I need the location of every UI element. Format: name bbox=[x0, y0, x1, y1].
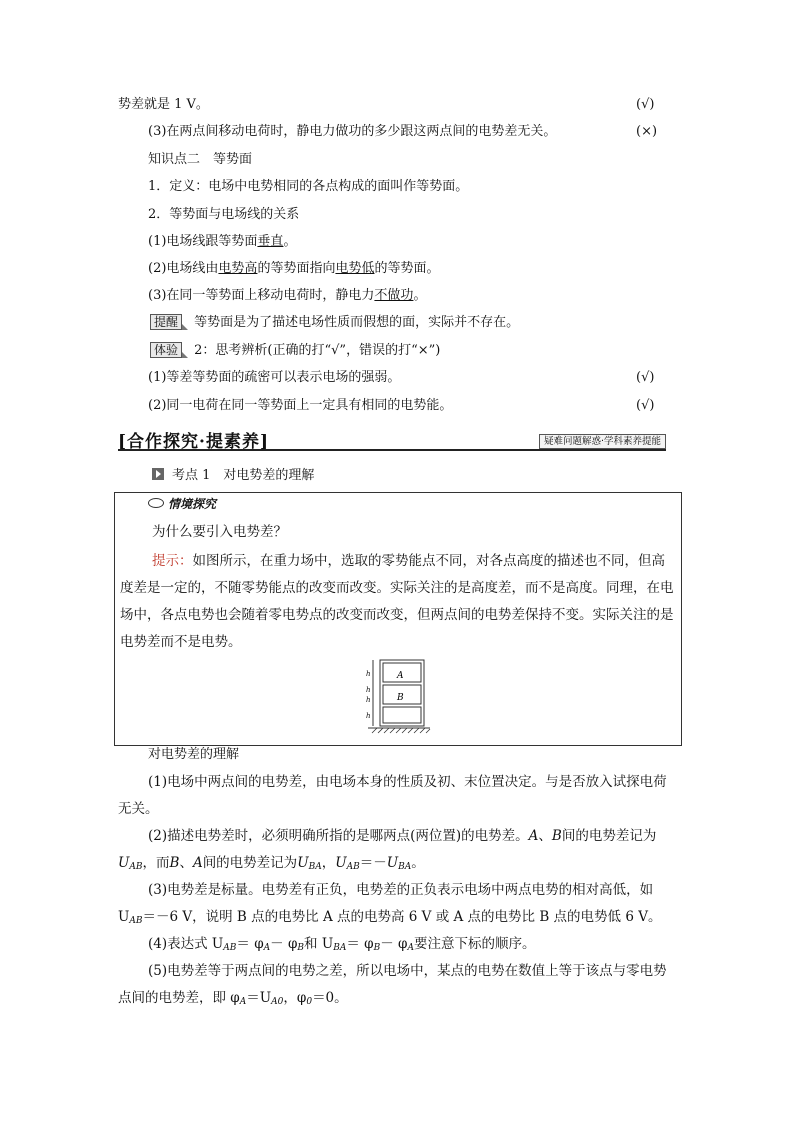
subscript: A0 bbox=[271, 997, 284, 1007]
reminder-line bbox=[150, 314, 519, 332]
subscript: A bbox=[263, 943, 271, 953]
text-span: ，φ bbox=[283, 990, 307, 1006]
text-line: (3)在两点间移动电荷时，静电力做功的多少跟这两点间的电势差无关。 bbox=[148, 124, 557, 139]
text-span: ＝0。 bbox=[312, 990, 348, 1006]
section-subtitle: 疑难问题解惑·学科素养提能 bbox=[539, 434, 666, 449]
text-span: U bbox=[118, 855, 130, 871]
text-span: ＝U bbox=[246, 990, 272, 1006]
subscript: AB bbox=[129, 862, 143, 872]
text-line: 势差就是 1 V。 bbox=[118, 97, 209, 112]
label-h: h bbox=[366, 670, 371, 678]
label-b: B bbox=[397, 693, 404, 703]
text-span: (3)电势差是标量。电势差有正负，电势差的正负表示电场中两点电势的相对高低，如 U bbox=[118, 882, 654, 925]
text-span: 等势面是为了描述电场性质而假想的面，实际并不存在。 bbox=[194, 315, 520, 330]
section-title: [合作探究·提素养] bbox=[118, 432, 270, 452]
reminder-tag: 提醒 bbox=[150, 314, 182, 330]
text-span: 情境探究 bbox=[168, 497, 217, 511]
subheading: 对电势差的理解 bbox=[148, 747, 240, 762]
text-span: 。 bbox=[283, 234, 297, 249]
text-span: (1)电场线跟等势面 bbox=[148, 234, 258, 249]
text-span: (2)电场线由 bbox=[148, 261, 219, 276]
subscript: AB bbox=[129, 916, 143, 926]
paragraph bbox=[118, 877, 674, 935]
text-span: － φ bbox=[380, 936, 408, 952]
section-divider bbox=[118, 449, 666, 451]
subscript: BA bbox=[398, 862, 412, 872]
text-span: 考点 1 对电势差的理解 bbox=[172, 468, 315, 483]
subscript: AB bbox=[346, 862, 360, 872]
paragraph: (1)电场中两点间的电势差，由电场本身的性质及初、末位置决定。与是否放入试探电荷无关。 bbox=[118, 774, 667, 817]
text-span: 的等势面指向 bbox=[257, 261, 336, 276]
text-span: ， bbox=[321, 855, 336, 871]
text-span: 、 bbox=[179, 855, 193, 871]
hint-text: 如图所示，在重力场中，选取的零势能点不同，对各点高度的描述也不同，但高度差是一定的，不随零势能点的改变而改变。实际关注的是高度差，而不是高度。同理，在电场中，各点电势也会随着零电势点的改变而改变，但两点间的电势差保持不变。实际关注的是电势差而不是电势。 bbox=[120, 553, 674, 650]
play-icon bbox=[152, 468, 164, 480]
text-span: (4)表达式 U bbox=[148, 936, 224, 952]
text-line bbox=[148, 233, 296, 251]
label-h: h bbox=[366, 686, 371, 694]
kaodian-heading bbox=[152, 467, 314, 485]
underlined-answer: 不做功 bbox=[374, 288, 414, 303]
subscript: B bbox=[373, 943, 381, 953]
subscript: B bbox=[297, 943, 305, 953]
text-span: (3)在同一等势面上移动电荷时，静电力 bbox=[148, 288, 375, 303]
scenario-heading bbox=[148, 495, 216, 512]
text-line: (1)等差等势面的疏密可以表示电场的强弱。 bbox=[148, 370, 401, 385]
text-span: 要注意下标的顺序。 bbox=[413, 936, 536, 952]
subscript: 0 bbox=[306, 997, 313, 1007]
text-span: 和 U bbox=[304, 936, 334, 952]
hint-label: 提示： bbox=[152, 553, 193, 569]
subscript: BA bbox=[308, 862, 322, 872]
text-span: 的等势面。 bbox=[374, 261, 440, 276]
text-span: A bbox=[528, 828, 539, 844]
label-h: h bbox=[366, 696, 371, 704]
text-span: 。 bbox=[411, 855, 425, 871]
underlined-answer: 电势高 bbox=[218, 261, 258, 276]
text-line: (2)同一电荷在同一等势面上一定具有相同的电势能。 bbox=[148, 398, 453, 413]
text-line bbox=[148, 287, 426, 305]
text-line bbox=[148, 260, 439, 278]
text-span: ＝ φ bbox=[346, 936, 374, 952]
knowledge-point-heading: 知识点二 等势面 bbox=[148, 152, 253, 167]
label-h: h bbox=[366, 712, 371, 720]
subscript: A bbox=[239, 997, 247, 1007]
text-span: (2)描述电势差时，必须明确所指的是哪两点(两位置)的电势差。 bbox=[148, 828, 529, 844]
text-span: ＝ φ bbox=[236, 936, 264, 952]
text-span: B bbox=[551, 828, 562, 844]
scenario-question: 为什么要引入电势差？ bbox=[152, 524, 287, 540]
subscript: AB bbox=[223, 943, 237, 953]
experience-line bbox=[150, 342, 440, 360]
experience-tag: 体验 bbox=[150, 342, 182, 358]
text-span: ＝－ bbox=[359, 855, 387, 871]
eye-icon bbox=[148, 498, 164, 508]
answer-mark: (√) bbox=[636, 370, 655, 385]
text-span: 间的电势差记为 bbox=[202, 855, 298, 871]
text-line: 1．定义：电场中电势相同的各点构成的面叫作等势面。 bbox=[148, 179, 469, 194]
text-span: － φ bbox=[270, 936, 298, 952]
answer-mark: (√) bbox=[636, 97, 655, 112]
text-span: U bbox=[386, 855, 399, 871]
text-span: 。 bbox=[413, 288, 427, 303]
text-span: ＝－6 V，说明 B 点的电势比 A 点的电势高 6 V 或 A 点的电势比 B 点的电势低 6 V。 bbox=[142, 909, 662, 925]
underlined-answer: 电势低 bbox=[335, 261, 375, 276]
text-span: A bbox=[192, 855, 203, 871]
answer-mark: (×) bbox=[636, 124, 658, 139]
label-a: A bbox=[397, 671, 404, 681]
text-span: 间的电势差记为 bbox=[561, 828, 657, 844]
text-span: (5)电势差等于两点间的电势之差，所以电场中，某点的电势在数值上等于该点与零电势点间的电势差，即 φ bbox=[118, 963, 667, 1006]
paragraph bbox=[118, 958, 674, 1016]
text-span: 、 bbox=[538, 828, 552, 844]
text-span: U bbox=[335, 855, 347, 871]
text-span: B bbox=[169, 855, 180, 871]
height-diagram bbox=[364, 658, 434, 734]
text-span: U bbox=[297, 855, 309, 871]
underlined-answer: 垂直 bbox=[257, 234, 284, 249]
text-span: 2：思考辨析(正确的打“√”，错误的打“×”) bbox=[194, 343, 441, 358]
answer-mark: (√) bbox=[636, 398, 655, 413]
subscript: BA bbox=[333, 943, 347, 953]
text-span: ，而 bbox=[142, 855, 170, 871]
scenario-hint bbox=[120, 548, 676, 656]
text-line: 2．等势面与电场线的关系 bbox=[148, 207, 300, 222]
subscript: A bbox=[407, 943, 414, 953]
paragraph bbox=[118, 823, 674, 881]
